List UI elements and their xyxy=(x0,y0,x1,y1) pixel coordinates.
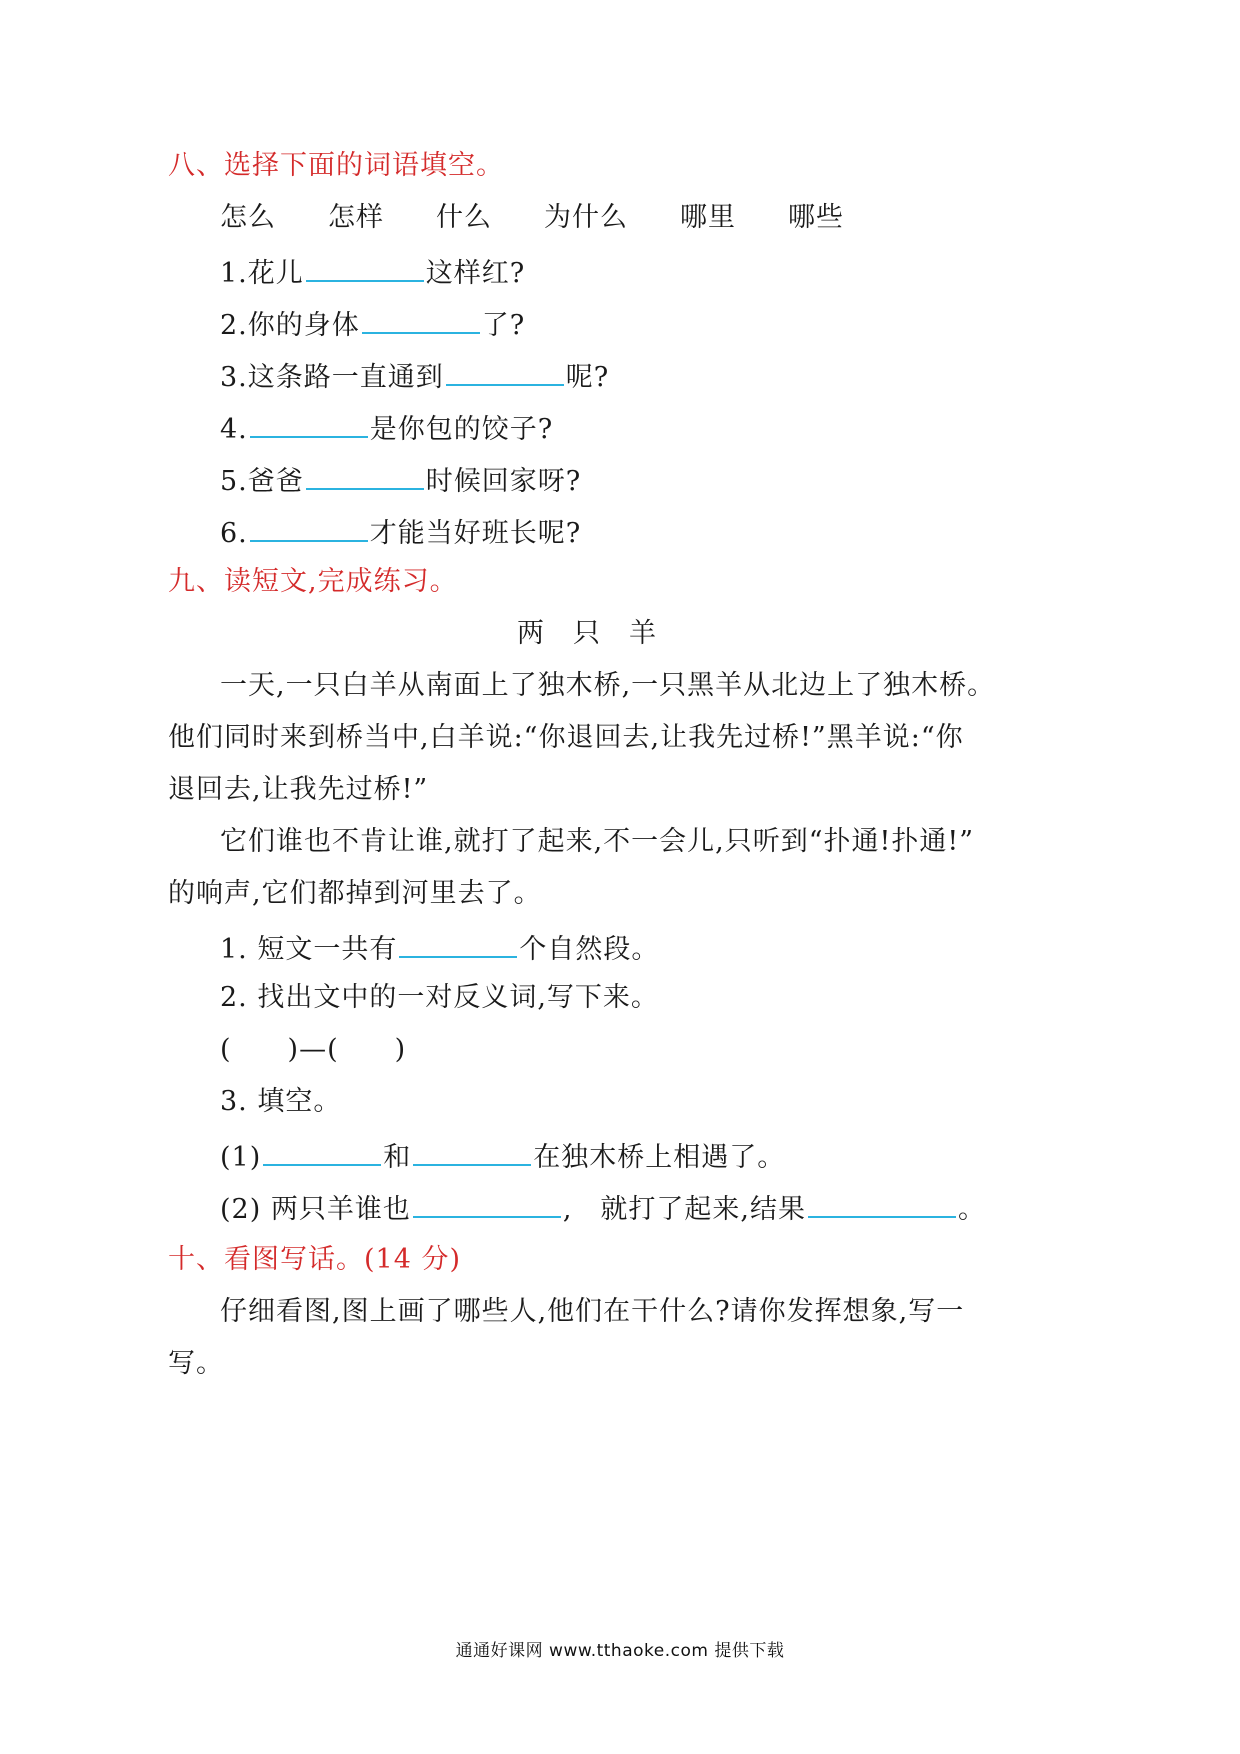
word-bank-item: 哪里 xyxy=(680,202,736,233)
word-bank-item: 哪些 xyxy=(788,202,844,233)
story-paragraph-2-line-2: 的响声,它们都掉到河里去了。 xyxy=(168,878,542,909)
answer-blank[interactable] xyxy=(446,356,564,386)
word-bank xyxy=(220,200,844,236)
story-title: 两 只 羊 xyxy=(517,618,657,649)
story-paragraph-2-line-1: 它们谁也不肯让谁,就打了起来,不一会儿,只听到“扑通!扑通!” xyxy=(220,826,975,857)
question-9-1: 1. 短文一共有 个自然段。 xyxy=(220,928,659,968)
story-paragraph-1-line-2: 他们同时来到桥当中,白羊说:“你退回去,让我先过桥!”黑羊说:“你 xyxy=(168,722,964,753)
answer-blank[interactable] xyxy=(399,928,517,958)
question-8-2: 2.你的身体 了? xyxy=(220,304,525,344)
question-8-6: 6. 才能当好班长呢? xyxy=(220,512,581,552)
section-10-instruction-line-1: 仔细看图,图上画了哪些人,他们在干什么?请你发挥想象,写一 xyxy=(220,1296,965,1327)
answer-blank[interactable] xyxy=(250,408,368,438)
antonym-answer-blank[interactable]: ( )—( ) xyxy=(220,1034,407,1065)
word-bank-item: 什么 xyxy=(436,202,492,233)
answer-blank[interactable] xyxy=(362,304,480,334)
word-bank-item: 怎样 xyxy=(328,202,384,233)
question-8-3: 3.这条路一直通到 呢? xyxy=(220,356,609,396)
question-8-5: 5.爸爸 时候回家呀? xyxy=(220,460,581,500)
word-bank-item: 怎么 xyxy=(220,202,276,233)
story-paragraph-1-line-3: 退回去,让我先过桥!” xyxy=(168,774,429,805)
section-9-heading: 九、读短文,完成练习。 xyxy=(168,566,458,597)
footer-watermark: 通通好课网 www.tthaoke.com 提供下载 xyxy=(455,1641,785,1661)
answer-blank[interactable] xyxy=(306,460,424,490)
answer-blank[interactable] xyxy=(413,1136,531,1166)
question-9-2: 2. 找出文中的一对反义词,写下来。 xyxy=(220,982,659,1013)
question-9-3-2: (2) 两只羊谁也 , 就打了起来,结果 。 xyxy=(220,1188,986,1228)
section-8-heading: 八、选择下面的词语填空。 xyxy=(168,150,504,181)
answer-blank[interactable] xyxy=(263,1136,381,1166)
answer-blank[interactable] xyxy=(306,252,424,282)
answer-blank[interactable] xyxy=(413,1188,561,1218)
answer-blank[interactable] xyxy=(808,1188,956,1218)
question-9-3: 3. 填空。 xyxy=(220,1086,342,1117)
section-10-heading: 十、看图写话。(14 分) xyxy=(168,1244,462,1275)
question-8-1: 1.花儿 这样红? xyxy=(220,252,525,292)
story-paragraph-1-line-1: 一天,一只白羊从南面上了独木桥,一只黑羊从北边上了独木桥。 xyxy=(220,670,996,701)
word-bank-item: 为什么 xyxy=(544,202,628,233)
question-9-3-1: (1) 和 在独木桥上相遇了。 xyxy=(220,1136,785,1176)
answer-blank[interactable] xyxy=(250,512,368,542)
section-10-instruction-line-2: 写。 xyxy=(168,1348,224,1379)
question-8-4: 4. 是你包的饺子? xyxy=(220,408,553,448)
